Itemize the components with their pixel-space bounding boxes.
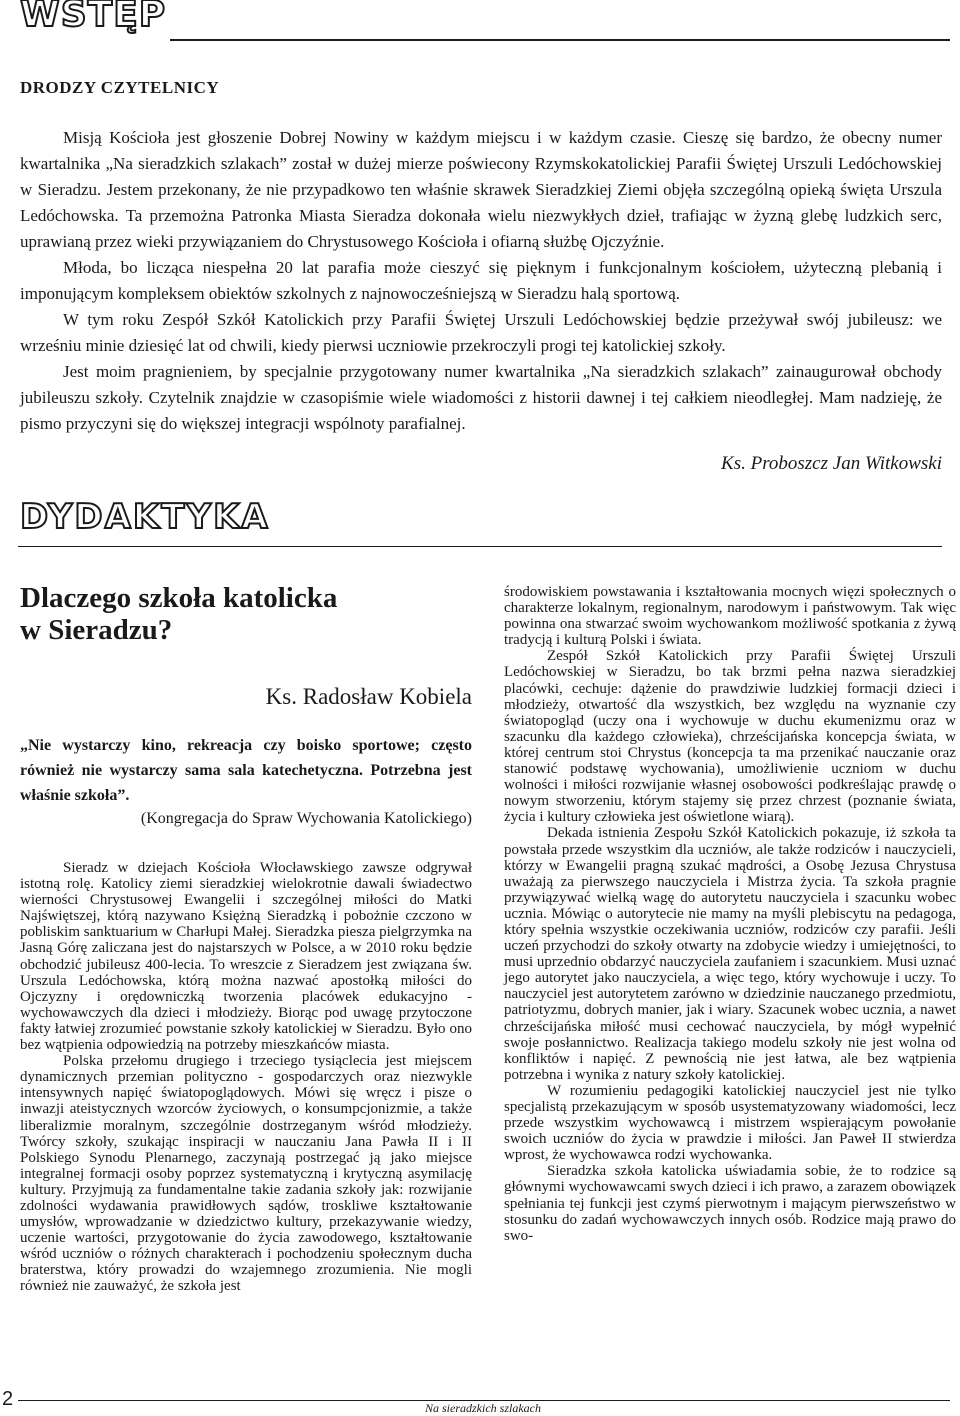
publication-name: Na sieradzkich szlakach bbox=[425, 1401, 541, 1415]
section-divider bbox=[18, 546, 942, 547]
page-number: 2 bbox=[2, 1388, 14, 1410]
intro-signature: Ks. Proboszcz Jan Witkowski bbox=[721, 453, 942, 474]
article-title-line: w Sieradzu? bbox=[20, 614, 173, 646]
intro-text bbox=[20, 125, 942, 437]
article-title-line: Dlaczego szkoła katolicka bbox=[20, 582, 338, 614]
section-title-dydaktyka: DYDAKTYKA bbox=[20, 497, 270, 537]
article-column-left bbox=[20, 860, 472, 1295]
epigraph-source: (Kongregacja do Spraw Wychowania Katolickiego) bbox=[140, 810, 472, 827]
article-column-right bbox=[504, 584, 956, 1244]
article-paragraph: Dekada istnienia Zespołu Szkół Katolickich pokazuje, iż szkoła ta powstała przede wszystkim dla uczniów, ale także rodziców i nauczycieli, którzy w Ewangelii pragną szukać mądrości, a Osobę Jezusa Chrystusa uważają za pierwszego nauczyciela i Mistrza życia. Ta szkoła pragnie przywiązywać wielką wagę do autorytetu nauczyciela i szacunku wobec ucznia. Mówiąc o autorytecie nie mamy na myśli plebiscytu na pedagoga, który spełnia wszystkie oczekiwania uczniów, rodziców czy parafii. Jeśli uczeń przychodzi do szkoły otwarty na zdobycie wiedzy i umiejętności, to musi uprzednio obdarzyć nauczyciela zaufaniem i szacunkiem. Musi uznać jego autorytet jako nauczyciela, a więc tego, który wychowuje i uczy. To nauczyciel jest autorytetem zarówno w dziedzinie nauczanego przedmiotu, patriotyzmu, dobrych manier, jak i wiary. Szacunek wobec ucznia, a nawet chrześcijańska miłość musi cechować nauczyciela, by mógł wypełnić swoje posłannictwo. Realizacja takiego modelu szkoły nie jest wolna od konfliktów i napięć. Z pewnością nie jest łatwa, ale bez wątpienia potrzebna i wynika z natury szkoły katolickiej. bbox=[504, 825, 956, 1083]
intro-paragraph: Młoda, bo licząca niespełna 20 lat parafia może cieszyć się pięknym i funkcjonalnym kościołem, użyteczną plebanią i imponującym kompleksem obiektów szkolnych z najnowocześniejszą w Sieradzu halą sportową. bbox=[20, 258, 942, 303]
intro-paragraph: W tym roku Zespół Szkół Katolickich przy Parafii Świętej Urszuli Ledóchowskiej będzie przeżywał swój jubileusz: we wrześniu minie dziesięć lat od chwili, kiedy pierwsi uczniowie przekroczyli progi tej katolickiej szkoły. bbox=[20, 310, 942, 355]
section-divider bbox=[170, 39, 950, 41]
article-paragraph: Polska przełomu drugiego i trzeciego tysiąclecia jest miejscem dynamicznych przemian polityczno - gospodarczych oraz niezwykle intensywnych napięć światopoglądowych. Mówi się wręcz i pisze o inwazji ateistycznych wzorców życiowych, o konsumpcjonizmie, a także liberalizmie moralnym, szczególnie dostrzeganym wśród młodzieży. Twórcy szkoły, szukając inspiracji w nauczaniu Jana Pawła II i II Polskiego Synodu Plenarnego, zaczynają postrzegać ją jako miejsce integralnej formacji osoby poprzez systematyczną i krytyczną asymilację kultury. Przyjmują za fundamentalne takie zadania szkoły jak: rozwijanie zdolności wydawania prawidłowych sądów, troskliwe kształtowanie umysłów, wprowadzanie w dziedzictwo kultury, przekazywanie wiedzy, uczenie wartości, przygotowanie do życia zawodowego, kształtowanie wśród uczniów o różnych charakterach i pochodzeniu społecznym ducha braterstwa, który prowadzi do wzajemnego zrozumienia. Nie mogli również nie zauważyć, że szkoła jest bbox=[20, 1053, 472, 1295]
article-title bbox=[20, 582, 400, 646]
intro-paragraph: Jest moim pragnieniem, by specjalnie przygotowany numer kwartalnika „Na sieradzkich szlakach” zainaugurował obchody jubileuszu szkoły. Czytelnik znajdzie w czasopiśmie wiele wiadomości z historii dawnej i tej całkiem nieodległej. Mam nadzieję, że pismo przyczyni się do większej integracji wspólnoty parafialnej. bbox=[20, 362, 942, 433]
article-author: Ks. Radosław Kobiela bbox=[265, 684, 472, 709]
article-paragraph: Zespół Szkół Katolickich przy Parafii Świętej Urszuli Ledóchowskiej w Sieradzu, bo tak brzmi pełna nazwa sieradzkiej placówki, cechuje: dążenie do prawdziwie ludzkiej formacji dzieci i młodzieży, otwartość dla wszystkich, bez względu na wyznanie czy światopogląd (uczy ona i wychowuje w duchu ekumenizmu oraz w szacunku dla każdego człowieka), chrześcijańska koncepcja świata, w której centrum stoi Chrystus (koncepcja ta ma przenikać nauczanie oraz stanowić podstawę wychowania), umożliwienie uczniom w duchu wolności i miłości rozwijanie własnej osobowości podkreślając prawdę o nowym stworzeniu, którym stajemy się przez chrzest (poznanie świata, życia i kultury człowieka jest oświetlone wiarą). bbox=[504, 648, 956, 826]
epigraph-quote: „Nie wystarczy kino, rekreacja czy boisko sportowe; często również nie wystarczy sama sala katechetyczna. Potrzebna jest właśnie szkoła”. bbox=[20, 737, 472, 804]
article-paragraph: Sieradzka szkoła katolicka uświadamia sobie, że to rodzice są głównymi wychowawcami swych dzieci i ich prawo, a zarazem obowiązek spełniania tej funkcji jest czymś pierwotnym i mającym pierwszeństwo w stosunku do zadań wychowawczych innych osób. Rodzice mają prawo do swo- bbox=[504, 1163, 956, 1244]
article-paragraph: Sieradz w dziejach Kościoła Włocławskiego zawsze odgrywał istotną rolę. Katolicy ziemi sieradzkiej wielokrotnie dawali świadectwo wierności Chrystusowej Ewangelii i szczególnej miłości do Matki Najświętszej, którą nazywano Księżną Sieradzką i pobożnie czczono w pobliskim sanktuarium w Charłupi Małej. Sieradzka piesza pielgrzymka na Jasną Górę zaliczana jest do najstarszych w Polsce, a w 2010 roku będzie obchodzić jubileusz 400-lecia. To wreszcie z Sieradzem jest związana św. Urszula Ledóchowska, którą można nazwać apostołką miłości do Ojczyzny i orędowniczką tworzenia placówek edukacyjno - wychowawczych dla dzieci i młodzieży. Biorąc pod uwagę przytoczone fakty łatwiej zrozumieć powstanie szkoły katolickiej w Sieradzu. Było ono bez wątpienia odpowiedzią na potrzeby mieszkańców miasta. bbox=[20, 860, 472, 1054]
section-title-wstep: WSTĘP bbox=[20, 0, 167, 35]
intro-paragraph: Misją Kościoła jest głoszenie Dobrej Nowiny w każdym miejscu i w każdym czasie. Cieszę się bardzo, że obecny numer kwartalnika „Na sieradzkich szlakach” został w dużej mierze poświecony Rzymskokatolickiej Parafii Świętej Urszuli Ledóchowskiej w Sieradzu. Jestem przekonany, że nie przypadkowo ten właśnie skrawek Sieradzkiej Ziemi objęła szczególną opieką święta Urszula Ledóchowska. Ta przemożna Patronka Miasta Sieradza dokonała wielu niezwykłych dzieł, trafiając w żyzną glebę ludzkich serc, uprawianą przez wieki przywiązaniem do Chrystusowego Kościoła i ofiarną służbę Ojczyźnie. bbox=[20, 128, 942, 251]
greeting-heading: DRODZY CZYTELNICY bbox=[20, 78, 220, 97]
article-paragraph: środowiskiem powstawania i kształtowania mocnych więzi społecznych o charakterze lokalnym, regionalnym, narodowym i państwowym. Tak więc powinna ona stwarzać swoim wychowankom możliwość spotkania z żywą tradycją i kulturą Polski i świata. bbox=[504, 584, 956, 649]
article-paragraph: W rozumieniu pedagogiki katolickiej nauczyciel jest nie tylko specjalistą przekazującym w sposób usystematyzowany wiadomości, lecz przede wszystkim wychowawcą i mistrzem wspierającym powołanie swoich uczniów do życia w prawdzie i miłości. Jan Paweł II stwierdza wprost, że wychowawca rodzi wychowanka. bbox=[504, 1082, 956, 1164]
